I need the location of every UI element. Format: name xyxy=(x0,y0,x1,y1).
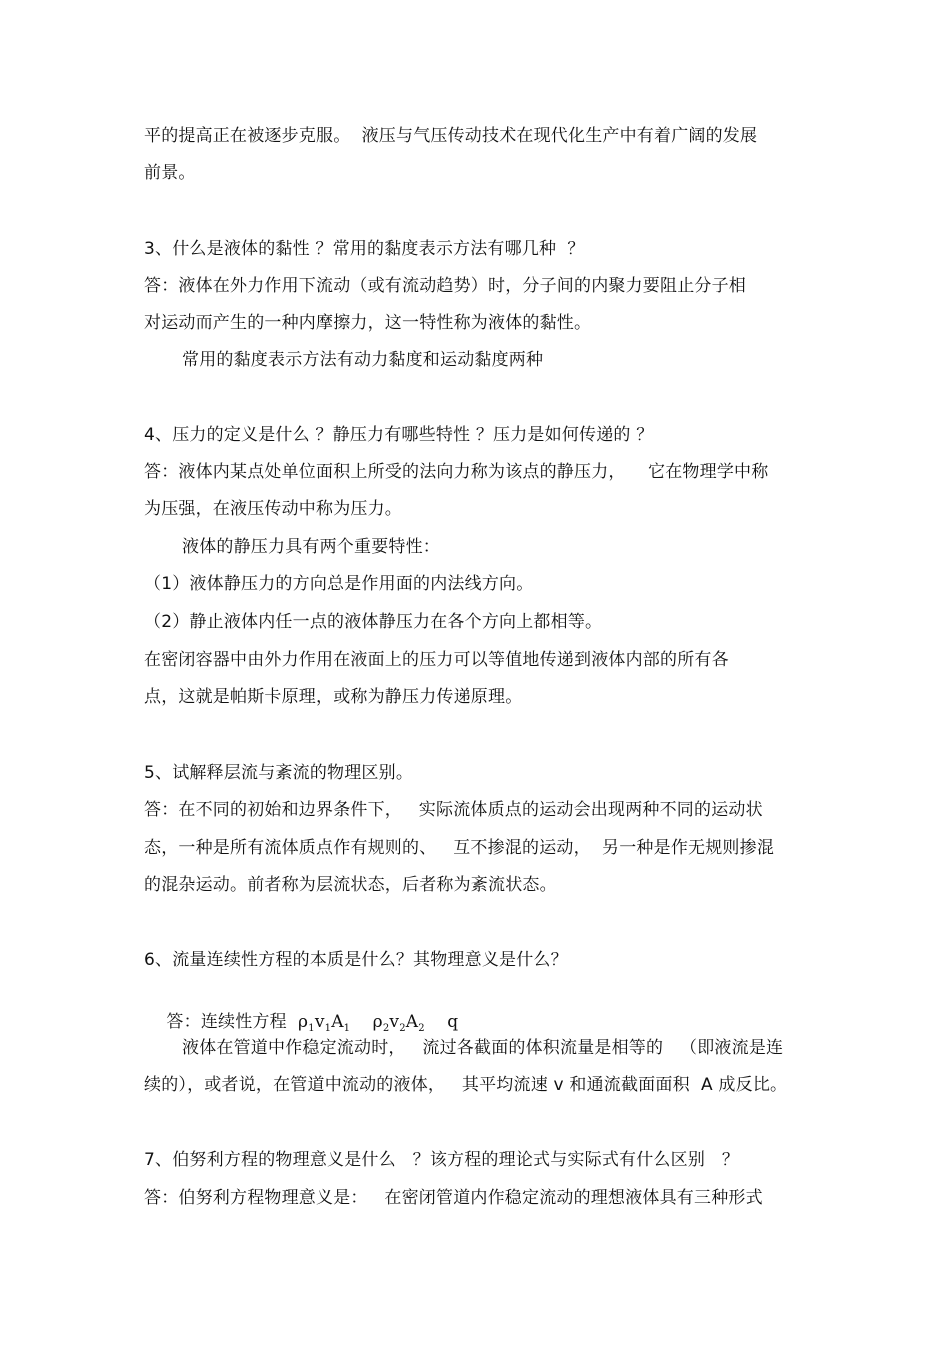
answer-line: 态，一种是所有流体质点作有规则的、 互不掺混的运动， 另一种是作无规则掺混 xyxy=(144,838,775,858)
answer-line: 对运动而产生的一种内摩擦力，这一特性称为液体的黏性。 xyxy=(144,313,592,333)
continuity-equation: $\rho_1v_1A_1$ $\rho_2v_2A_2$ q xyxy=(298,1012,459,1034)
answer-line: 答：液体内某点处单位面积上所受的法向力称为该点的静压力， 它在物理学中称 xyxy=(144,462,769,482)
answer-line: 在密闭容器中由外力作用在液面上的压力可以等值地传递到液体内部的所有各 xyxy=(144,650,729,670)
question-7: 7、伯努利方程的物理意义是什么 ？该方程的理论式与实际式有什么区别 ？ xyxy=(144,1150,740,1170)
answer-line: 点，这就是帕斯卡原理，或称为静压力传递原理。 xyxy=(144,687,523,707)
answer-line: 液体在管道中作稳定流动时， 流过各截面的体积流量是相等的 （即液流是连 xyxy=(182,1038,784,1058)
answer-line: 续的），或者说，在管道中流动的液体， 其平均流速 v 和通流截面面积 A 成反比。 xyxy=(144,1075,788,1095)
answer-line: 答：在不同的初始和边界条件下， 实际流体质点的运动会出现两种不同的运动状 xyxy=(144,800,763,820)
paragraph-line: 平的提高正在被逐步克服。 液压与气压传动技术在现代化生产中有着广阔的发展 xyxy=(144,126,758,146)
paragraph-line: 前景。 xyxy=(144,163,196,183)
answer-prefix: 答：连续性方程 xyxy=(166,1012,287,1032)
list-item: （2）静止液体内任一点的液体静压力在各个方向上都相等。 xyxy=(144,612,603,632)
answer-line: 答：液体在外力作用下流动（或有流动趋势）时，分子间的内聚力要阻止分子相 xyxy=(144,276,746,296)
question-6: 6、流量连续性方程的本质是什么？其物理意义是什么？ xyxy=(144,950,568,970)
question-4: 4、压力的定义是什么 ？静压力有哪些特性 ？压力是如何传递的 ？ xyxy=(144,425,654,445)
answer-line: 常用的黏度表示方法有动力黏度和运动黏度两种 xyxy=(182,350,544,370)
question-3: 3、什么是液体的黏性 ？常用的黏度表示方法有哪几种 ？ xyxy=(144,239,585,259)
list-item: （1）液体静压力的方向总是作用面的内法线方向。 xyxy=(144,574,534,594)
answer-line: 答：伯努利方程物理意义是： 在密闭管道内作稳定流动的理想液体具有三种形式 xyxy=(144,1188,763,1208)
question-5: 5、试解释层流与紊流的物理区别。 xyxy=(144,763,414,783)
answer-line: 液体的静压力具有两个重要特性： xyxy=(182,537,440,557)
answer-line: 为压强，在液压传动中称为压力。 xyxy=(144,499,402,519)
answer-line: 的混杂运动。前者称为层流状态，后者称为紊流状态。 xyxy=(144,875,557,895)
